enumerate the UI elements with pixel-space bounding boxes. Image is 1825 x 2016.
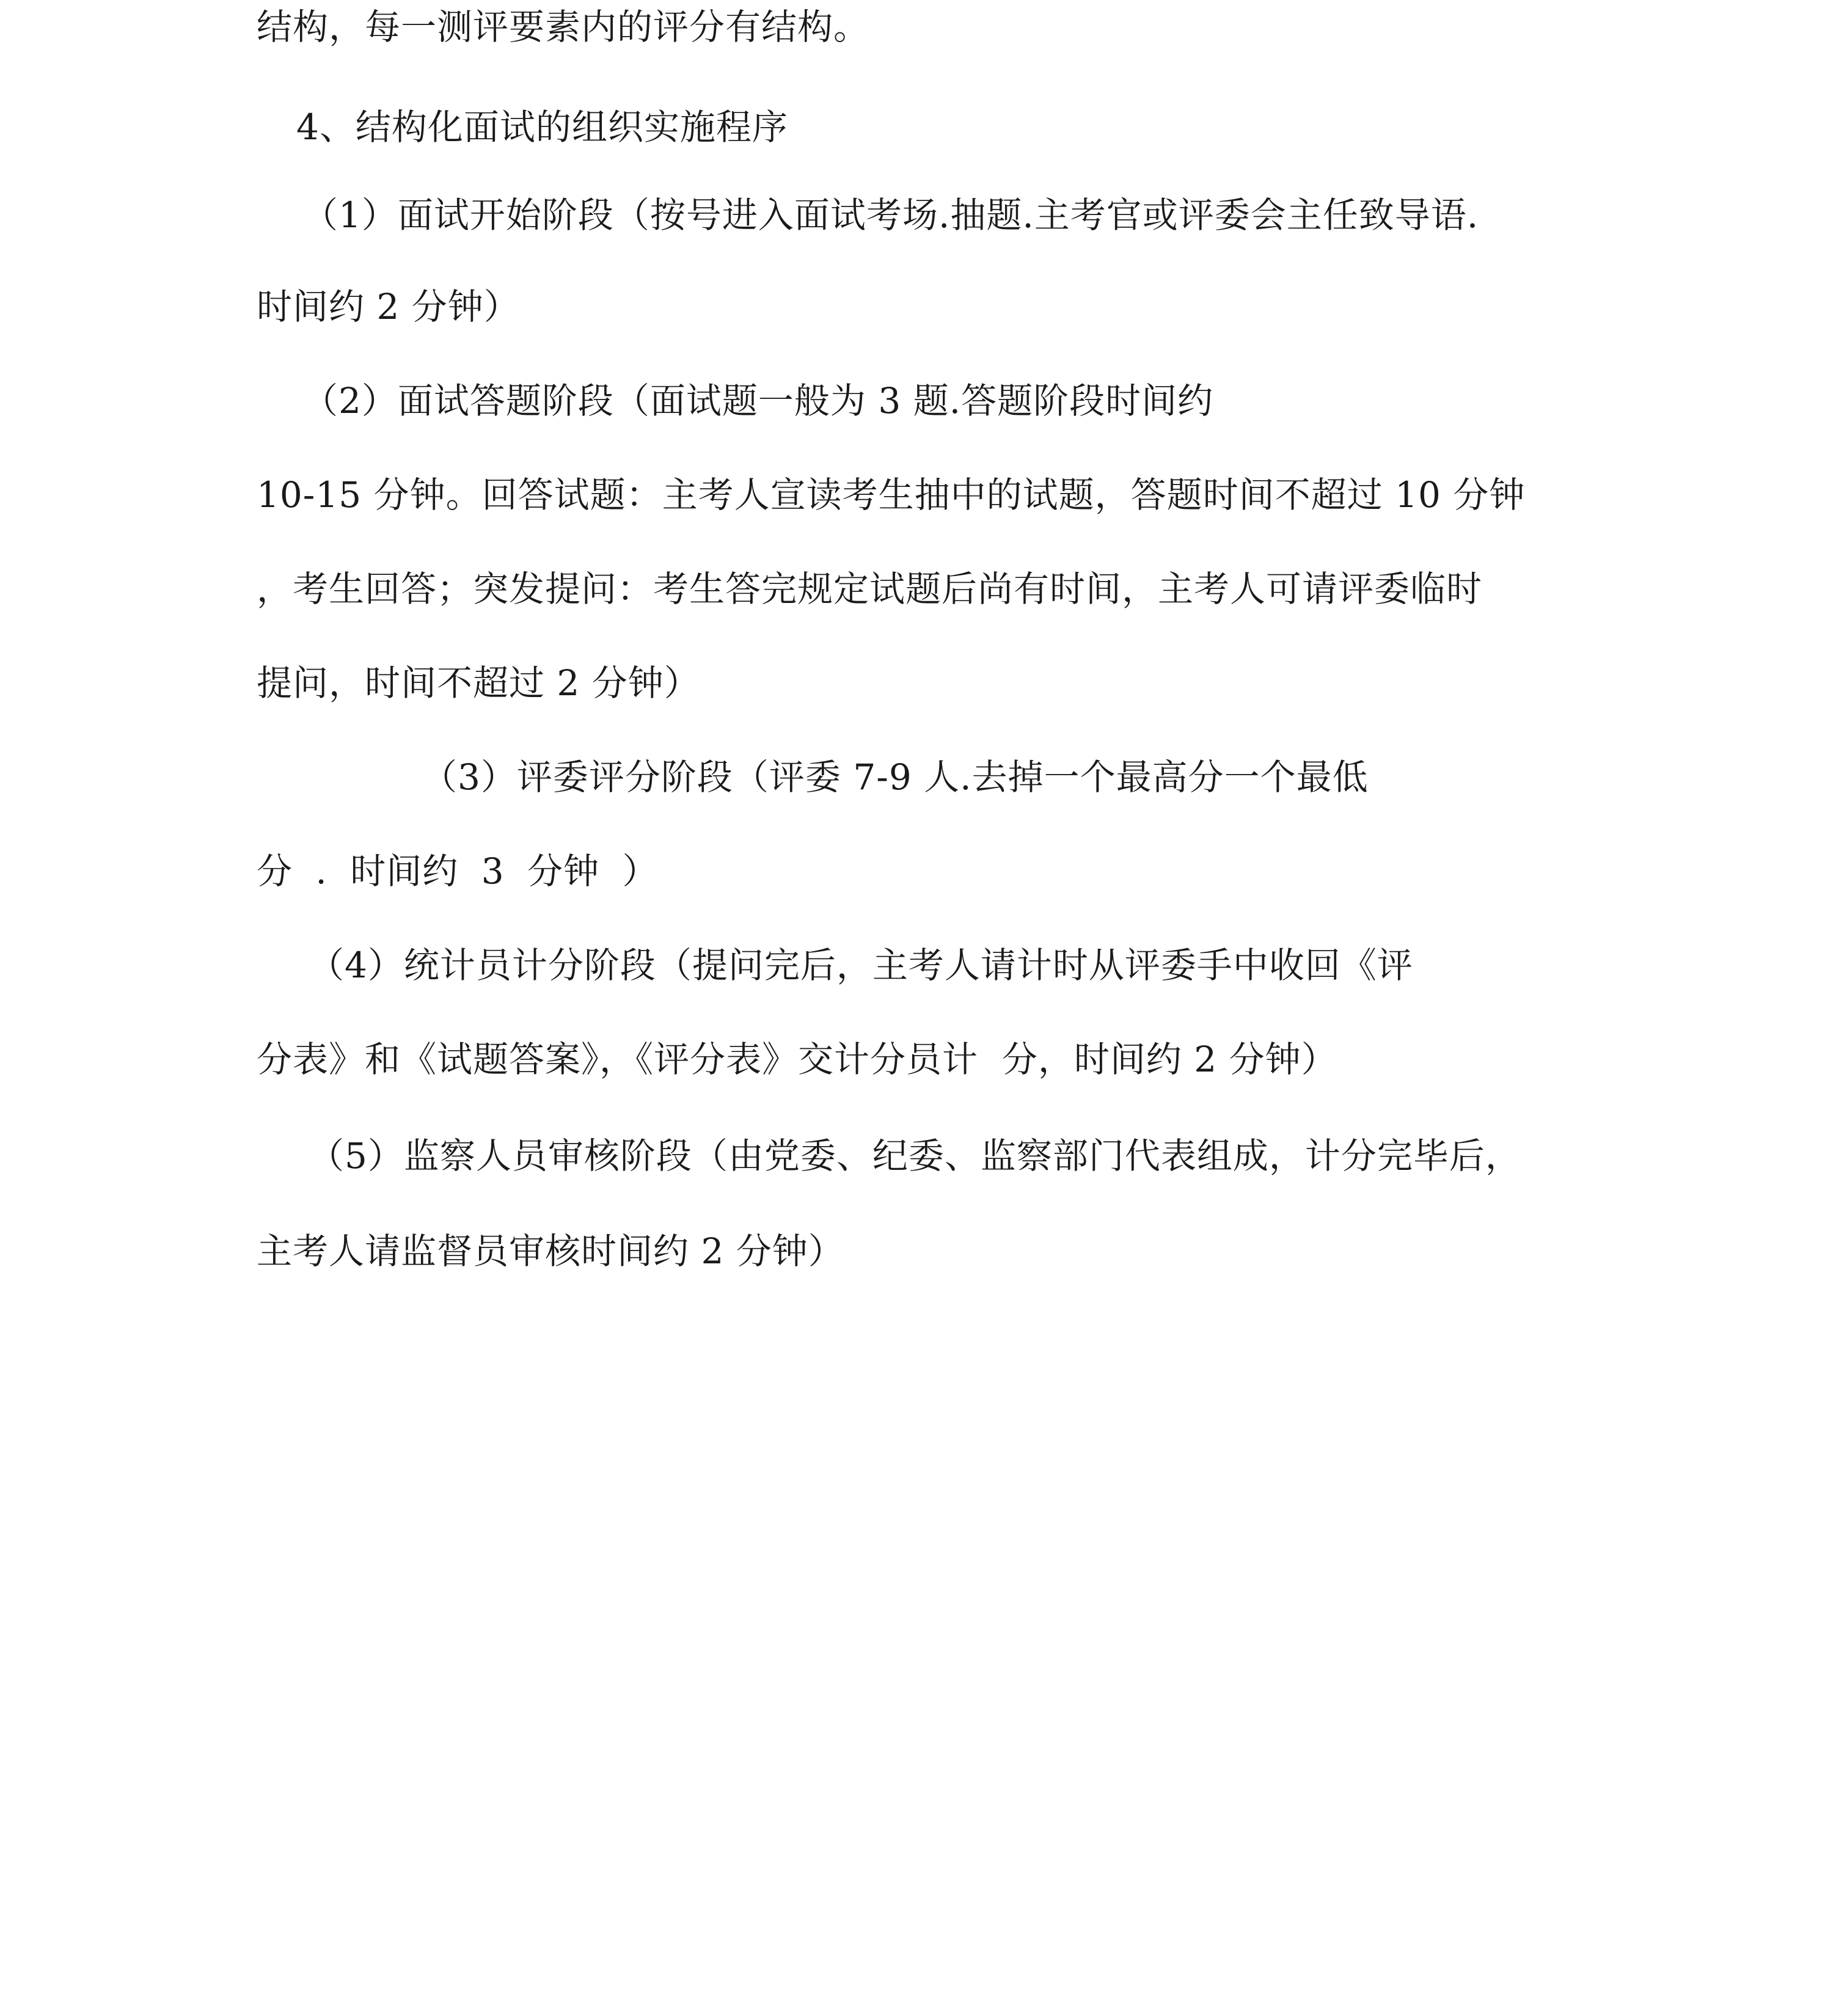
step-2-line-4: 提问，时间不超过 2 分钟）: [257, 662, 700, 704]
step-3-line-2: 分 . 时间约 3 分钟 ）: [257, 850, 659, 892]
step-1-line-2: 时间约 2 分钟）: [257, 286, 520, 327]
step-1-line-1: （1）面试开始阶段（按号进入面试考场.抽题.主考官或评委会主任致导语.: [302, 194, 1479, 236]
step-4-line-1: （4）统计员计分阶段（提问完后，主考人请计时从评委手中收回《评: [309, 944, 1413, 986]
step-2-line-2: 10-15 分钟。回答试题：主考人宣读考生抽中的试题，答题时间不超过 10 分钟: [257, 474, 1526, 516]
step-3-line-1: （3）评委评分阶段（评委 7-9 人.去掉一个最高分一个最低: [422, 756, 1369, 798]
text-line-1: 结构，每一测评要素内的评分有结构。: [257, 6, 870, 48]
step-2-line-1: （2）面试答题阶段（面试题一般为 3 题.答题阶段时间约: [302, 380, 1214, 422]
step-2-line-3: ，考生回答；突发提问：考生答完规定试题后尚有时间，主考人可请评委临时: [257, 568, 1483, 610]
step-4-line-2: 分表》和《试题答案》，《评分表》交计分员计 分，时间约 2 分钟）: [257, 1039, 1337, 1080]
section-heading-4: 4、结构化面试的组织实施程序: [296, 106, 788, 148]
step-5-line-1: （5）监察人员审核阶段（由党委、纪委、监察部门代表组成，计分完毕后，: [309, 1135, 1521, 1177]
step-5-line-2: 主考人请监督员审核时间约 2 分钟）: [257, 1230, 844, 1272]
